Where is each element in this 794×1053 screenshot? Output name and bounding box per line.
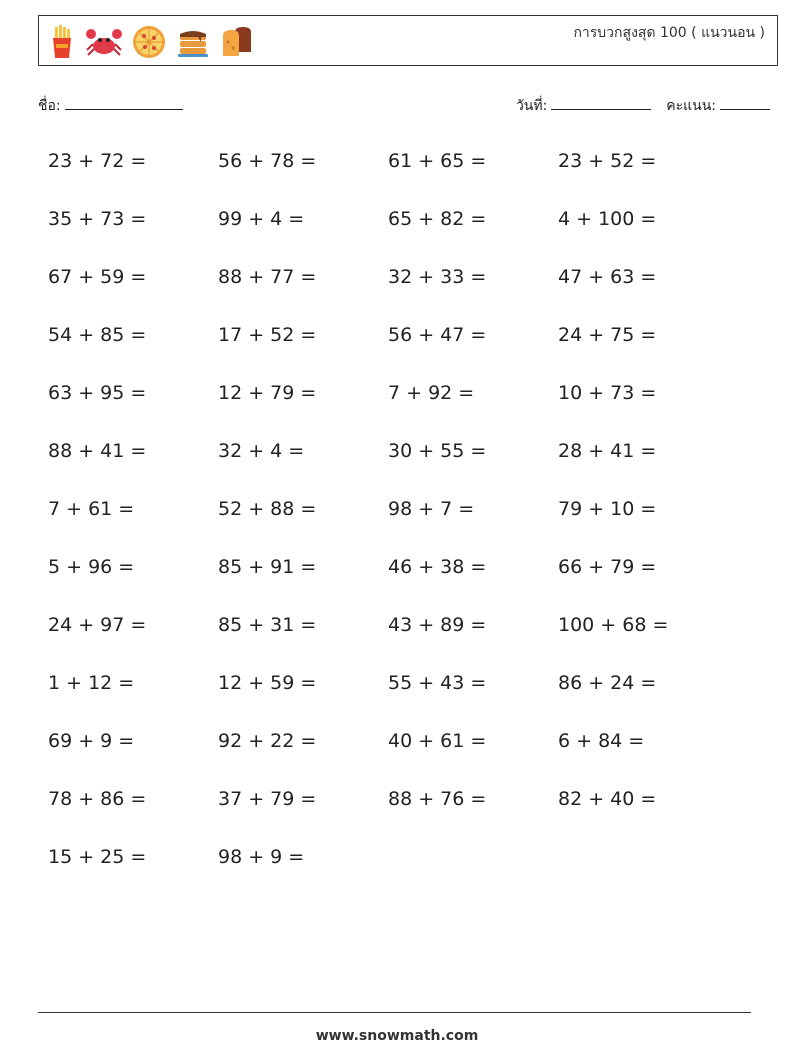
problem-item: 54 + 85 = xyxy=(48,324,147,346)
problem-item: 37 + 79 = xyxy=(218,788,317,810)
problem-item: 1 + 12 = xyxy=(48,672,135,694)
pizza-icon xyxy=(131,24,167,60)
problem-item: 98 + 9 = xyxy=(218,846,305,868)
problem-item: 23 + 72 = xyxy=(48,150,147,172)
date-blank[interactable] xyxy=(551,95,651,110)
problem-item: 85 + 91 = xyxy=(218,556,317,578)
name-label: ชื่อ: xyxy=(38,98,61,114)
problem-item: 55 + 43 = xyxy=(388,672,487,694)
problem-item: 32 + 33 = xyxy=(388,266,487,288)
problem-item: 61 + 65 = xyxy=(388,150,487,172)
problem-item: 30 + 55 = xyxy=(388,440,487,462)
problem-item: 56 + 78 = xyxy=(218,150,317,172)
problem-item: 43 + 89 = xyxy=(388,614,487,636)
header-box xyxy=(38,15,778,66)
problem-item: 85 + 31 = xyxy=(218,614,317,636)
problem-item: 4 + 100 = xyxy=(558,208,657,230)
problem-item: 52 + 88 = xyxy=(218,498,317,520)
problem-item: 15 + 25 = xyxy=(48,846,147,868)
problem-item: 46 + 38 = xyxy=(388,556,487,578)
problem-item: 86 + 24 = xyxy=(558,672,657,694)
score-blank[interactable] xyxy=(720,95,770,110)
name-field xyxy=(38,95,183,117)
problem-item: 17 + 52 = xyxy=(218,324,317,346)
problem-item: 63 + 95 = xyxy=(48,382,147,404)
problem-item: 82 + 40 = xyxy=(558,788,657,810)
fries-icon xyxy=(47,24,77,60)
footer-divider xyxy=(38,1012,751,1013)
problem-item: 24 + 75 = xyxy=(558,324,657,346)
problem-item: 10 + 73 = xyxy=(558,382,657,404)
problem-item: 12 + 59 = xyxy=(218,672,317,694)
problem-item: 56 + 47 = xyxy=(388,324,487,346)
icon-strip xyxy=(47,22,255,62)
toast-icon xyxy=(219,24,255,60)
crab-icon xyxy=(85,24,123,60)
date-label: วันที่: xyxy=(515,98,548,114)
problem-item: 88 + 76 = xyxy=(388,788,487,810)
problem-item: 12 + 79 = xyxy=(218,382,317,404)
problem-item: 7 + 92 = xyxy=(388,382,475,404)
score-label: คะแนน: xyxy=(666,98,716,114)
problem-item: 78 + 86 = xyxy=(48,788,147,810)
problem-item: 99 + 4 = xyxy=(218,208,305,230)
date-score-fields xyxy=(516,95,770,117)
pancakes-icon xyxy=(175,24,211,60)
problem-item: 88 + 77 = xyxy=(218,266,317,288)
problem-item: 47 + 63 = xyxy=(558,266,657,288)
problem-item: 32 + 4 = xyxy=(218,440,305,462)
problem-item: 35 + 73 = xyxy=(48,208,147,230)
problem-item: 7 + 61 = xyxy=(48,498,135,520)
problem-item: 98 + 7 = xyxy=(388,498,475,520)
problem-item: 23 + 52 = xyxy=(558,150,657,172)
problem-grid xyxy=(48,146,748,900)
problem-item: 67 + 59 = xyxy=(48,266,147,288)
problem-item: 92 + 22 = xyxy=(218,730,317,752)
problem-item: 5 + 96 = xyxy=(48,556,135,578)
problem-item: 79 + 10 = xyxy=(558,498,657,520)
problem-item: 28 + 41 = xyxy=(558,440,657,462)
footer-url: www.snowmath.com xyxy=(315,1028,479,1044)
problem-item: 66 + 79 = xyxy=(558,556,657,578)
problem-item: 88 + 41 = xyxy=(48,440,147,462)
worksheet-title: การบวกสูงสุด 100 ( แนวนอน ) xyxy=(573,25,765,41)
problem-item: 100 + 68 = xyxy=(558,614,669,636)
problem-item: 65 + 82 = xyxy=(388,208,487,230)
problem-item: 6 + 84 = xyxy=(558,730,645,752)
problem-item: 69 + 9 = xyxy=(48,730,135,752)
problem-item: 24 + 97 = xyxy=(48,614,147,636)
name-blank[interactable] xyxy=(65,95,183,110)
problem-item: 40 + 61 = xyxy=(388,730,487,752)
